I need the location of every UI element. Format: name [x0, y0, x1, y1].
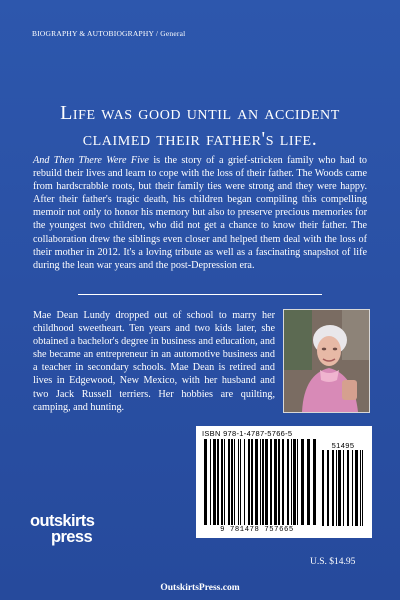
price-barcode-bars — [322, 450, 366, 526]
headline-line-2: claimed their father's life. — [82, 128, 318, 150]
publisher-website: OutskirtsPress.com — [160, 583, 240, 593]
description-text: is the story of a grief-stricken family who had to rebuild their lives and learn to cope with the loss of their father. The Woods came from hardscrabble roots, but their family ties were strong and they were happy. After their father's tragic death, his children began compiling this compelling memoir not only to honor his memory but also to preserve precious memories for the youngest two children, who did not get a chance to know their father. The collaboration drew the siblings even closer and helped them deal with the loss of their mother in 2012. It's a loving tribute as well as a fascinating snapshot of life during the lean war years and the post-Depression era. — [33, 155, 367, 271]
headline-line-1: Life was good until an accident — [60, 102, 340, 124]
barcode-digits: 9 781478 757665 — [220, 526, 294, 534]
isbn-barcode — [196, 426, 372, 538]
author-bio: Mae Dean Lundy dropped out of school to marry her childhood sweetheart. Ten years and two kids later, she obtained a bachelor's degree in business and education, and she became an entrepreneur in an automotive business and a teacher in secondary schools. Mae Dean is retired and lives in Edgewood, New Mexico, with her husband and two Jack Russell terriers. Her hobbies are quilting, camping, and hunting. — [33, 310, 276, 413]
headline — [20, 100, 380, 152]
price: U.S. $14.95 — [310, 557, 356, 567]
barcode-bars — [204, 439, 318, 525]
category-label: BIOGRAPHY & AUTOBIOGRAPHY / General — [32, 29, 186, 38]
isbn-label: ISBN 978-1-4787-5766-5 — [202, 429, 293, 438]
logo-bottom-word: press — [51, 528, 93, 546]
author-photo — [283, 309, 370, 413]
logo-top-word: outskirts — [30, 512, 95, 530]
publisher-logo — [30, 513, 110, 559]
book-title: And Then There Were Five — [33, 155, 149, 166]
price-code: 51495 — [331, 441, 355, 450]
book-description — [33, 154, 367, 272]
divider — [78, 294, 322, 295]
